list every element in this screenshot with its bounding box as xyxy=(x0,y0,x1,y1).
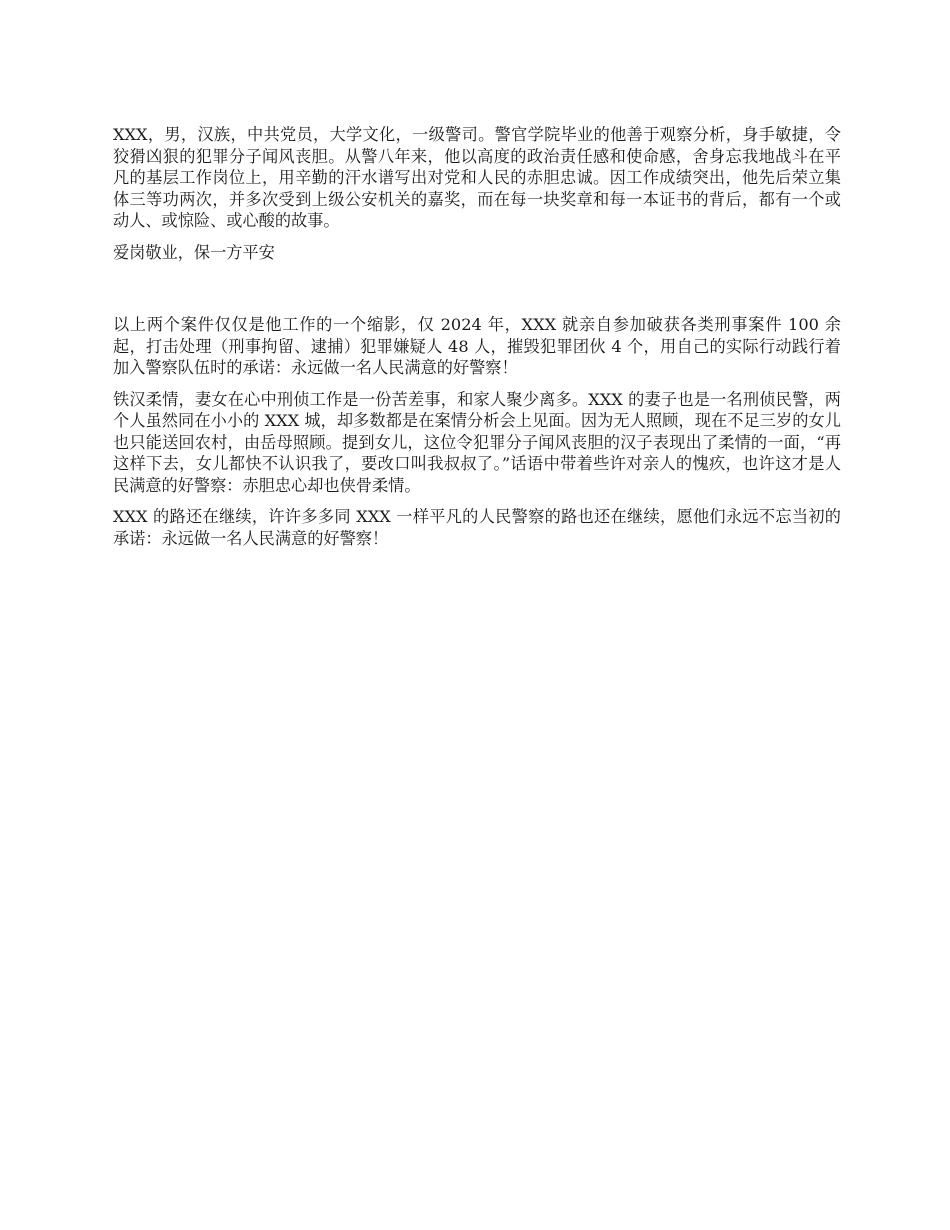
section-heading: 爱岗敬业，保一方平安 xyxy=(113,242,275,262)
closing-paragraph: XXX 的路还在继续，许许多多同 XXX 一样平凡的人民警察的路也还在继续，愿他们永远不忘当初的承诺：永远做一名人民满意的好警察！ xyxy=(113,507,841,548)
family-paragraph: 铁汉柔情，妻女在心中刑侦工作是一份苦差事，和家人聚少离多。XXX 的妻子也是一名刑侦民警，两个人虽然同在小小的 XXX 城，却多数都是在案情分析会上见面。因为无人照顾，现在不足三岁的女儿也只能送回农村，由岳母照顾。提到女儿，这位令犯罪分子闻风丧胆的汉子表现出了柔情的一面，“再这样下去，女儿都快不认识我了，要改口叫我叔叔了。”话语中带着些许对亲人的愧疚，也许这才是人民满意的好警察：赤胆忠心却也侠骨柔情。 xyxy=(113,389,841,495)
intro-paragraph: XXX，男，汉族，中共党员，大学文化，一级警司。警官学院毕业的他善于观察分析，身手敏捷，令狡猾凶狠的犯罪分子闻风丧胆。从警八年来，他以高度的政治责任感和使命感，舍身忘我地战斗在平凡的基层工作岗位上，用辛勤的汗水谱写出对党和人民的赤胆忠诚。因工作成绩突出，他先后荣立集体三等功两次，并多次受到上级公安机关的嘉奖，而在每一块奖章和每一本证书的背后，都有一个或动人、或惊险、或心酸的故事。 xyxy=(113,125,841,230)
cases-summary-paragraph: 以上两个案件仅仅是他工作的一个缩影，仅 2024 年，XXX 就亲自参加破获各类刑事案件 100 余起，打击处理（刑事拘留、逮捕）犯罪嫌疑人 48 人，摧毁犯罪团伙 4 个，用自己的实际行动践行着加入警察队伍时的承诺：永远做一名人民满意的好警察！ xyxy=(113,315,841,377)
blank-space xyxy=(113,273,841,314)
document-body xyxy=(113,124,841,559)
